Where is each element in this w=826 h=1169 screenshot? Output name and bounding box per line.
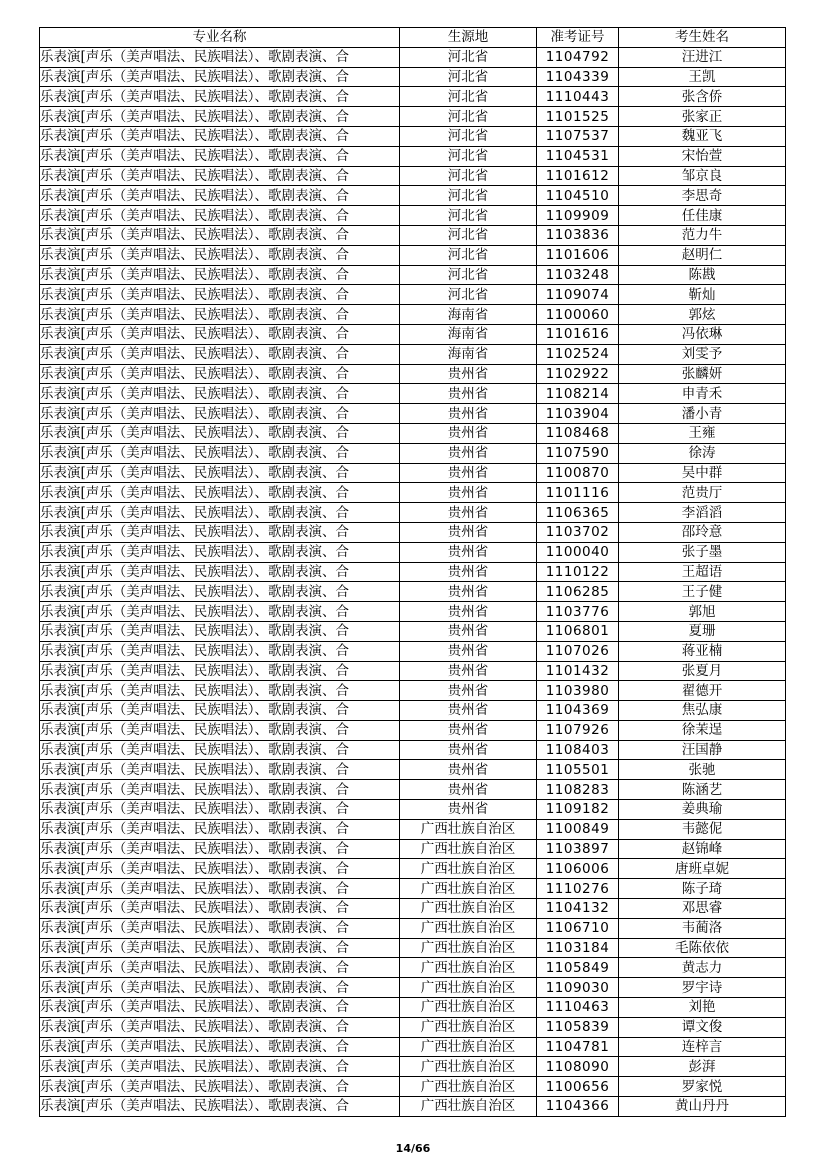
cell-student-name: 徐涛 — [619, 443, 786, 463]
table-row — [40, 384, 786, 404]
cell-exam-id: 1109074 — [537, 285, 619, 305]
cell-student-name: 赵锦峰 — [619, 839, 786, 859]
cell-major: 乐表演[声乐（美声唱法、民族唱法）、歌剧表演、合 — [40, 899, 400, 919]
table-row — [40, 1017, 786, 1037]
cell-origin: 贵州省 — [400, 780, 537, 800]
cell-student-name: 申青禾 — [619, 384, 786, 404]
cell-origin: 河北省 — [400, 146, 537, 166]
cell-student-name: 徐茉逞 — [619, 720, 786, 740]
cell-major: 乐表演[声乐（美声唱法、民族唱法）、歌剧表演、合 — [40, 225, 400, 245]
cell-origin: 贵州省 — [400, 701, 537, 721]
cell-major: 乐表演[声乐（美声唱法、民族唱法）、歌剧表演、合 — [40, 780, 400, 800]
cell-exam-id: 1107926 — [537, 720, 619, 740]
cell-major: 乐表演[声乐（美声唱法、民族唱法）、歌剧表演、合 — [40, 879, 400, 899]
cell-student-name: 姜典瑜 — [619, 800, 786, 820]
cell-origin: 贵州省 — [400, 364, 537, 384]
page-number: 14/66 — [395, 1142, 431, 1155]
cell-origin: 贵州省 — [400, 720, 537, 740]
cell-exam-id: 1103702 — [537, 522, 619, 542]
cell-student-name: 冯依琳 — [619, 324, 786, 344]
cell-major: 乐表演[声乐（美声唱法、民族唱法）、歌剧表演、合 — [40, 186, 400, 206]
cell-student-name: 汪国静 — [619, 740, 786, 760]
cell-student-name: 毛陈依依 — [619, 938, 786, 958]
cell-exam-id: 1106365 — [537, 503, 619, 523]
cell-origin: 海南省 — [400, 324, 537, 344]
cell-exam-id: 1104531 — [537, 146, 619, 166]
cell-student-name: 王雍 — [619, 423, 786, 443]
cell-major: 乐表演[声乐（美声唱法、民族唱法）、歌剧表演、合 — [40, 126, 400, 146]
cell-origin: 广西壮族自治区 — [400, 998, 537, 1018]
cell-origin: 河北省 — [400, 166, 537, 186]
cell-origin: 海南省 — [400, 344, 537, 364]
cell-student-name: 彭湃 — [619, 1057, 786, 1077]
cell-major: 乐表演[声乐（美声唱法、民族唱法）、歌剧表演、合 — [40, 582, 400, 602]
table-row — [40, 245, 786, 265]
cell-student-name: 王子健 — [619, 582, 786, 602]
cell-major: 乐表演[声乐（美声唱法、民族唱法）、歌剧表演、合 — [40, 661, 400, 681]
cell-exam-id: 1103184 — [537, 938, 619, 958]
cell-student-name: 李思奇 — [619, 186, 786, 206]
cell-student-name: 陈涵艺 — [619, 780, 786, 800]
cell-major: 乐表演[声乐（美声唱法、民族唱法）、歌剧表演、合 — [40, 47, 400, 67]
cell-major: 乐表演[声乐（美声唱法、民族唱法）、歌剧表演、合 — [40, 483, 400, 503]
cell-origin: 河北省 — [400, 186, 537, 206]
cell-student-name: 黄志力 — [619, 958, 786, 978]
table-row — [40, 582, 786, 602]
table-row — [40, 720, 786, 740]
cell-origin: 贵州省 — [400, 483, 537, 503]
cell-major: 乐表演[声乐（美声唱法、民族唱法）、歌剧表演、合 — [40, 641, 400, 661]
table-row — [40, 542, 786, 562]
table-row — [40, 958, 786, 978]
table-row — [40, 562, 786, 582]
cell-exam-id: 1103836 — [537, 225, 619, 245]
table-row — [40, 780, 786, 800]
table-row — [40, 483, 786, 503]
cell-exam-id: 1101525 — [537, 107, 619, 127]
cell-major: 乐表演[声乐（美声唱法、民族唱法）、歌剧表演、合 — [40, 463, 400, 483]
table-row — [40, 364, 786, 384]
cell-major: 乐表演[声乐（美声唱法、民族唱法）、歌剧表演、合 — [40, 404, 400, 424]
cell-student-name: 魏亚飞 — [619, 126, 786, 146]
table-row — [40, 978, 786, 998]
cell-exam-id: 1100870 — [537, 463, 619, 483]
cell-exam-id: 1103776 — [537, 602, 619, 622]
cell-student-name: 张家正 — [619, 107, 786, 127]
header-major: 专业名称 — [40, 28, 400, 48]
cell-major: 乐表演[声乐（美声唱法、民族唱法）、歌剧表演、合 — [40, 621, 400, 641]
cell-exam-id: 1106006 — [537, 859, 619, 879]
cell-exam-id: 1109909 — [537, 206, 619, 226]
table-row — [40, 67, 786, 87]
cell-exam-id: 1107590 — [537, 443, 619, 463]
cell-major: 乐表演[声乐（美声唱法、民族唱法）、歌剧表演、合 — [40, 839, 400, 859]
cell-major: 乐表演[声乐（美声唱法、民族唱法）、歌剧表演、合 — [40, 87, 400, 107]
cell-origin: 贵州省 — [400, 681, 537, 701]
cell-origin: 广西壮族自治区 — [400, 839, 537, 859]
cell-origin: 贵州省 — [400, 602, 537, 622]
table-row — [40, 661, 786, 681]
cell-origin: 河北省 — [400, 47, 537, 67]
table-row — [40, 146, 786, 166]
cell-origin: 贵州省 — [400, 404, 537, 424]
cell-major: 乐表演[声乐（美声唱法、民族唱法）、歌剧表演、合 — [40, 305, 400, 325]
cell-exam-id: 1110443 — [537, 87, 619, 107]
table-header-row — [40, 28, 786, 48]
table-row — [40, 918, 786, 938]
cell-major: 乐表演[声乐（美声唱法、民族唱法）、歌剧表演、合 — [40, 245, 400, 265]
table-row — [40, 206, 786, 226]
table-row — [40, 265, 786, 285]
cell-origin: 贵州省 — [400, 384, 537, 404]
cell-exam-id: 1102524 — [537, 344, 619, 364]
table-row — [40, 126, 786, 146]
table-row — [40, 879, 786, 899]
table-row — [40, 839, 786, 859]
cell-major: 乐表演[声乐（美声唱法、民族唱法）、歌剧表演、合 — [40, 384, 400, 404]
cell-student-name: 张驰 — [619, 760, 786, 780]
cell-origin: 贵州省 — [400, 423, 537, 443]
cell-origin: 河北省 — [400, 107, 537, 127]
cell-student-name: 蒋亚楠 — [619, 641, 786, 661]
cell-student-name: 韦蔺洛 — [619, 918, 786, 938]
cell-major: 乐表演[声乐（美声唱法、民族唱法）、歌剧表演、合 — [40, 423, 400, 443]
cell-exam-id: 1104366 — [537, 1097, 619, 1117]
cell-exam-id: 1107537 — [537, 126, 619, 146]
cell-exam-id: 1105501 — [537, 760, 619, 780]
table-row — [40, 186, 786, 206]
table-row — [40, 998, 786, 1018]
cell-exam-id: 1108468 — [537, 423, 619, 443]
table-row — [40, 602, 786, 622]
table-row — [40, 1077, 786, 1097]
cell-major: 乐表演[声乐（美声唱法、民族唱法）、歌剧表演、合 — [40, 740, 400, 760]
cell-origin: 广西壮族自治区 — [400, 879, 537, 899]
cell-origin: 河北省 — [400, 245, 537, 265]
cell-student-name: 焦弘康 — [619, 701, 786, 721]
cell-major: 乐表演[声乐（美声唱法、民族唱法）、歌剧表演、合 — [40, 503, 400, 523]
cell-student-name: 谭文俊 — [619, 1017, 786, 1037]
header-student-name: 考生姓名 — [619, 28, 786, 48]
cell-student-name: 罗家悦 — [619, 1077, 786, 1097]
cell-student-name: 靳灿 — [619, 285, 786, 305]
cell-exam-id: 1108283 — [537, 780, 619, 800]
cell-major: 乐表演[声乐（美声唱法、民族唱法）、歌剧表演、合 — [40, 681, 400, 701]
cell-origin: 贵州省 — [400, 582, 537, 602]
cell-major: 乐表演[声乐（美声唱法、民族唱法）、歌剧表演、合 — [40, 720, 400, 740]
cell-exam-id: 1109030 — [537, 978, 619, 998]
cell-exam-id: 1102922 — [537, 364, 619, 384]
cell-major: 乐表演[声乐（美声唱法、民族唱法）、歌剧表演、合 — [40, 1017, 400, 1037]
table-row — [40, 621, 786, 641]
cell-exam-id: 1106710 — [537, 918, 619, 938]
cell-major: 乐表演[声乐（美声唱法、民族唱法）、歌剧表演、合 — [40, 938, 400, 958]
table-body — [40, 47, 786, 1116]
cell-student-name: 吴中群 — [619, 463, 786, 483]
cell-origin: 广西壮族自治区 — [400, 899, 537, 919]
table-row — [40, 503, 786, 523]
cell-exam-id: 1105849 — [537, 958, 619, 978]
cell-exam-id: 1107026 — [537, 641, 619, 661]
cell-origin: 河北省 — [400, 126, 537, 146]
cell-major: 乐表演[声乐（美声唱法、民族唱法）、歌剧表演、合 — [40, 1057, 400, 1077]
cell-student-name: 潘小青 — [619, 404, 786, 424]
cell-exam-id: 1104132 — [537, 899, 619, 919]
cell-student-name: 邹京良 — [619, 166, 786, 186]
cell-exam-id: 1103248 — [537, 265, 619, 285]
table-row — [40, 47, 786, 67]
cell-major: 乐表演[声乐（美声唱法、民族唱法）、歌剧表演、合 — [40, 701, 400, 721]
table-row — [40, 740, 786, 760]
cell-exam-id: 1106285 — [537, 582, 619, 602]
cell-major: 乐表演[声乐（美声唱法、民族唱法）、歌剧表演、合 — [40, 285, 400, 305]
cell-origin: 贵州省 — [400, 740, 537, 760]
cell-origin: 贵州省 — [400, 503, 537, 523]
cell-major: 乐表演[声乐（美声唱法、民族唱法）、歌剧表演、合 — [40, 542, 400, 562]
cell-major: 乐表演[声乐（美声唱法、民族唱法）、歌剧表演、合 — [40, 800, 400, 820]
cell-origin: 贵州省 — [400, 641, 537, 661]
cell-exam-id: 1108403 — [537, 740, 619, 760]
cell-student-name: 郭炫 — [619, 305, 786, 325]
cell-exam-id: 1101606 — [537, 245, 619, 265]
table-row — [40, 305, 786, 325]
cell-major: 乐表演[声乐（美声唱法、民族唱法）、歌剧表演、合 — [40, 998, 400, 1018]
table-row — [40, 938, 786, 958]
table-row — [40, 819, 786, 839]
cell-origin: 广西壮族自治区 — [400, 819, 537, 839]
cell-exam-id: 1108214 — [537, 384, 619, 404]
cell-major: 乐表演[声乐（美声唱法、民族唱法）、歌剧表演、合 — [40, 859, 400, 879]
cell-origin: 河北省 — [400, 206, 537, 226]
table-row — [40, 404, 786, 424]
cell-student-name: 刘艳 — [619, 998, 786, 1018]
cell-major: 乐表演[声乐（美声唱法、民族唱法）、歌剧表演、合 — [40, 206, 400, 226]
cell-student-name: 连梓言 — [619, 1037, 786, 1057]
cell-major: 乐表演[声乐（美声唱法、民族唱法）、歌剧表演、合 — [40, 67, 400, 87]
cell-origin: 海南省 — [400, 305, 537, 325]
cell-exam-id: 1108090 — [537, 1057, 619, 1077]
cell-exam-id: 1106801 — [537, 621, 619, 641]
cell-major: 乐表演[声乐（美声唱法、民族唱法）、歌剧表演、合 — [40, 443, 400, 463]
cell-origin: 广西壮族自治区 — [400, 1017, 537, 1037]
table-row — [40, 859, 786, 879]
cell-origin: 贵州省 — [400, 621, 537, 641]
cell-origin: 贵州省 — [400, 562, 537, 582]
cell-exam-id: 1110463 — [537, 998, 619, 1018]
cell-student-name: 张子墨 — [619, 542, 786, 562]
table-row — [40, 443, 786, 463]
table-row — [40, 1057, 786, 1077]
cell-exam-id: 1110122 — [537, 562, 619, 582]
cell-origin: 广西壮族自治区 — [400, 958, 537, 978]
cell-origin: 河北省 — [400, 285, 537, 305]
cell-origin: 广西壮族自治区 — [400, 1097, 537, 1117]
cell-major: 乐表演[声乐（美声唱法、民族唱法）、歌剧表演、合 — [40, 107, 400, 127]
cell-exam-id: 1100040 — [537, 542, 619, 562]
table-row — [40, 344, 786, 364]
cell-student-name: 黄山丹丹 — [619, 1097, 786, 1117]
cell-student-name: 赵明仁 — [619, 245, 786, 265]
cell-major: 乐表演[声乐（美声唱法、民族唱法）、歌剧表演、合 — [40, 918, 400, 938]
cell-major: 乐表演[声乐（美声唱法、民族唱法）、歌剧表演、合 — [40, 344, 400, 364]
cell-origin: 广西壮族自治区 — [400, 918, 537, 938]
cell-origin: 广西壮族自治区 — [400, 859, 537, 879]
cell-origin: 河北省 — [400, 67, 537, 87]
table-row — [40, 1097, 786, 1117]
cell-origin: 河北省 — [400, 265, 537, 285]
table-row — [40, 1037, 786, 1057]
cell-major: 乐表演[声乐（美声唱法、民族唱法）、歌剧表演、合 — [40, 265, 400, 285]
cell-student-name: 李滔滔 — [619, 503, 786, 523]
cell-origin: 贵州省 — [400, 760, 537, 780]
table-row — [40, 285, 786, 305]
cell-student-name: 邵玲意 — [619, 522, 786, 542]
cell-exam-id: 1105839 — [537, 1017, 619, 1037]
cell-major: 乐表演[声乐（美声唱法、民族唱法）、歌剧表演、合 — [40, 1097, 400, 1117]
cell-exam-id: 1110276 — [537, 879, 619, 899]
cell-origin: 贵州省 — [400, 463, 537, 483]
table-row — [40, 225, 786, 245]
table-row — [40, 701, 786, 721]
cell-exam-id: 1101612 — [537, 166, 619, 186]
cell-exam-id: 1104781 — [537, 1037, 619, 1057]
cell-student-name: 唐班卓妮 — [619, 859, 786, 879]
cell-origin: 贵州省 — [400, 542, 537, 562]
cell-exam-id: 1100060 — [537, 305, 619, 325]
cell-student-name: 张麟妍 — [619, 364, 786, 384]
cell-major: 乐表演[声乐（美声唱法、民族唱法）、歌剧表演、合 — [40, 522, 400, 542]
cell-exam-id: 1100849 — [537, 819, 619, 839]
table-row — [40, 760, 786, 780]
cell-major: 乐表演[声乐（美声唱法、民族唱法）、歌剧表演、合 — [40, 760, 400, 780]
cell-student-name: 范力牛 — [619, 225, 786, 245]
cell-student-name: 张夏月 — [619, 661, 786, 681]
cell-student-name: 韦懿伲 — [619, 819, 786, 839]
cell-exam-id: 1104510 — [537, 186, 619, 206]
header-exam-id: 准考证号 — [537, 28, 619, 48]
cell-major: 乐表演[声乐（美声唱法、民族唱法）、歌剧表演、合 — [40, 562, 400, 582]
cell-origin: 广西壮族自治区 — [400, 938, 537, 958]
table-row — [40, 423, 786, 443]
cell-student-name: 邓思睿 — [619, 899, 786, 919]
cell-major: 乐表演[声乐（美声唱法、民族唱法）、歌剧表演、合 — [40, 1037, 400, 1057]
cell-student-name: 陈戡 — [619, 265, 786, 285]
cell-exam-id: 1109182 — [537, 800, 619, 820]
cell-student-name: 翟德开 — [619, 681, 786, 701]
cell-exam-id: 1101116 — [537, 483, 619, 503]
table-row — [40, 800, 786, 820]
cell-origin: 广西壮族自治区 — [400, 1077, 537, 1097]
cell-exam-id: 1104792 — [537, 47, 619, 67]
cell-exam-id: 1104369 — [537, 701, 619, 721]
cell-exam-id: 1103897 — [537, 839, 619, 859]
cell-student-name: 夏珊 — [619, 621, 786, 641]
table-row — [40, 463, 786, 483]
cell-student-name: 王凯 — [619, 67, 786, 87]
cell-origin: 贵州省 — [400, 522, 537, 542]
cell-student-name: 任佳康 — [619, 206, 786, 226]
table-row — [40, 87, 786, 107]
cell-major: 乐表演[声乐（美声唱法、民族唱法）、歌剧表演、合 — [40, 146, 400, 166]
table-row — [40, 324, 786, 344]
table-row — [40, 899, 786, 919]
cell-exam-id: 1103980 — [537, 681, 619, 701]
cell-major: 乐表演[声乐（美声唱法、民族唱法）、歌剧表演、合 — [40, 166, 400, 186]
cell-major: 乐表演[声乐（美声唱法、民族唱法）、歌剧表演、合 — [40, 978, 400, 998]
table-row — [40, 166, 786, 186]
cell-student-name: 汪进江 — [619, 47, 786, 67]
cell-origin: 广西壮族自治区 — [400, 978, 537, 998]
table-row — [40, 681, 786, 701]
cell-major: 乐表演[声乐（美声唱法、民族唱法）、歌剧表演、合 — [40, 364, 400, 384]
cell-exam-id: 1104339 — [537, 67, 619, 87]
cell-student-name: 王超语 — [619, 562, 786, 582]
cell-origin: 河北省 — [400, 225, 537, 245]
cell-exam-id: 1103904 — [537, 404, 619, 424]
cell-origin: 贵州省 — [400, 800, 537, 820]
cell-student-name: 张含侨 — [619, 87, 786, 107]
table-row — [40, 641, 786, 661]
cell-origin: 河北省 — [400, 87, 537, 107]
table-row — [40, 107, 786, 127]
cell-major: 乐表演[声乐（美声唱法、民族唱法）、歌剧表演、合 — [40, 1077, 400, 1097]
cell-origin: 贵州省 — [400, 443, 537, 463]
cell-student-name: 罗宇诗 — [619, 978, 786, 998]
cell-exam-id: 1101616 — [537, 324, 619, 344]
roster-table — [39, 27, 786, 1117]
cell-major: 乐表演[声乐（美声唱法、民族唱法）、歌剧表演、合 — [40, 958, 400, 978]
cell-student-name: 郭旭 — [619, 602, 786, 622]
cell-major: 乐表演[声乐（美声唱法、民族唱法）、歌剧表演、合 — [40, 324, 400, 344]
cell-origin: 广西壮族自治区 — [400, 1037, 537, 1057]
cell-exam-id: 1100656 — [537, 1077, 619, 1097]
table-row — [40, 522, 786, 542]
cell-student-name: 刘雯予 — [619, 344, 786, 364]
cell-student-name: 陈子琦 — [619, 879, 786, 899]
cell-exam-id: 1101432 — [537, 661, 619, 681]
cell-origin: 广西壮族自治区 — [400, 1057, 537, 1077]
cell-major: 乐表演[声乐（美声唱法、民族唱法）、歌剧表演、合 — [40, 819, 400, 839]
cell-student-name: 宋怡萱 — [619, 146, 786, 166]
cell-major: 乐表演[声乐（美声唱法、民族唱法）、歌剧表演、合 — [40, 602, 400, 622]
cell-origin: 贵州省 — [400, 661, 537, 681]
header-origin: 生源地 — [400, 28, 537, 48]
cell-student-name: 范贵厅 — [619, 483, 786, 503]
